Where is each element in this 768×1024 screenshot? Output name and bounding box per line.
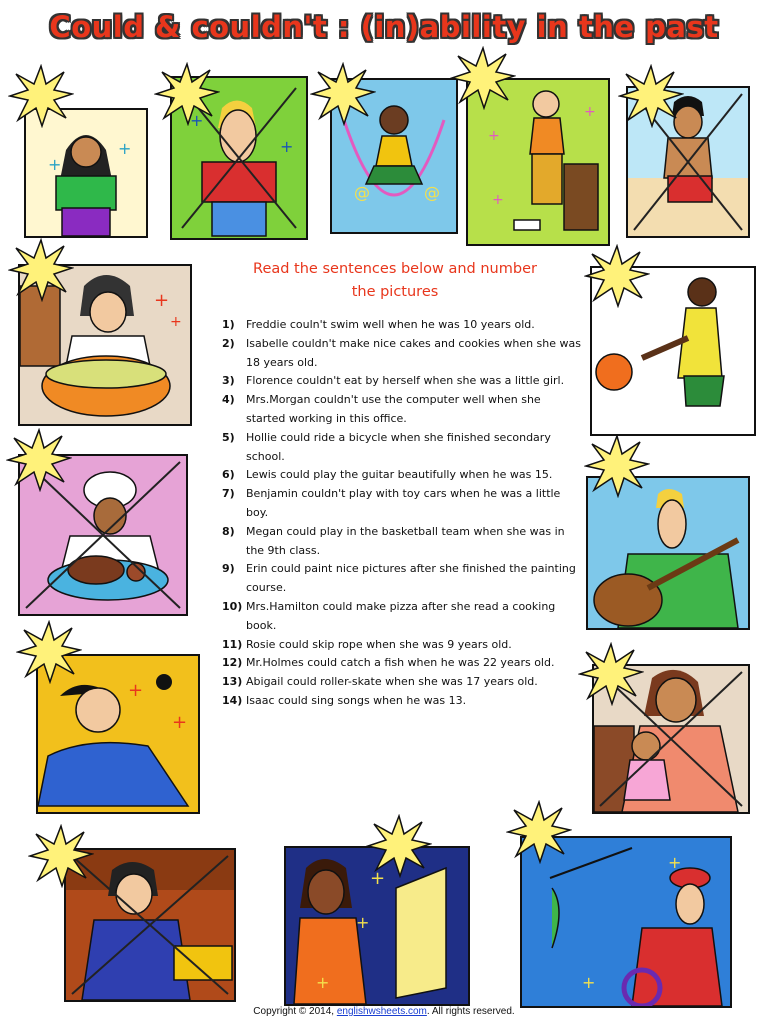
svg-text:+: + bbox=[370, 868, 386, 889]
svg-text:+: + bbox=[584, 104, 596, 120]
list-item: 4) Mrs.Morgan couldn't use the computer well when she started working in this office. bbox=[222, 393, 541, 425]
list-item: 13) Abigail could roller-skate when she was 17 years old. bbox=[222, 675, 538, 689]
worksheet-title: Could & couldn't : (in)ability in the past bbox=[49, 10, 719, 44]
svg-text:+: + bbox=[48, 155, 62, 174]
list-item: 2) Isabelle couldn't make nice cakes and cookies when she was 18 years old. bbox=[222, 336, 581, 369]
list-item: 3) Florence couldn't eat by herself when she was a little girl. bbox=[222, 374, 565, 388]
svg-text:@: @ bbox=[424, 183, 440, 202]
site-link[interactable]: englishwsheets.com bbox=[336, 1006, 427, 1017]
sentence-list bbox=[222, 316, 582, 711]
svg-text:+: + bbox=[170, 314, 182, 330]
number-burst-icon bbox=[618, 64, 684, 128]
instructions-line-2: the pictures bbox=[351, 284, 439, 300]
number-burst-icon bbox=[584, 434, 650, 498]
svg-text:+: + bbox=[280, 137, 294, 156]
list-item: 1) Freddie couln't swim well when he was 10 years old. bbox=[222, 318, 535, 331]
list-item: 14) Isaac could sing songs when he was 13. bbox=[222, 693, 467, 707]
svg-text:+: + bbox=[154, 290, 170, 311]
list-item: 12) Mr.Holmes could catch a fish when he was 22 years old. bbox=[222, 656, 555, 670]
picture-boy-playing-guitar bbox=[586, 476, 750, 630]
list-item: 7) Benjamin couldn't play with toy cars when he was a little boy. bbox=[222, 487, 561, 519]
girl-bicycle-illustration bbox=[26, 110, 146, 236]
number-burst-icon bbox=[16, 620, 82, 684]
number-burst-icon bbox=[578, 642, 644, 706]
svg-text:+: + bbox=[316, 973, 330, 992]
number-burst-icon bbox=[450, 46, 516, 110]
list-item: 11) Rosie could skip rope when she was 9 years old. bbox=[222, 637, 512, 651]
svg-text:+: + bbox=[668, 853, 682, 872]
svg-text:+: + bbox=[488, 128, 500, 144]
instructions-line-1: Read the sentences below and number bbox=[253, 261, 537, 277]
list-item: 10) Mrs.Hamilton could make pizza after she read a cooking book. bbox=[222, 599, 556, 632]
number-burst-icon bbox=[584, 244, 650, 308]
number-burst-icon bbox=[366, 814, 432, 878]
list-item: 6) Lewis could play the guitar beautifully when he was 15. bbox=[222, 468, 553, 482]
svg-text:+: + bbox=[118, 139, 132, 158]
svg-text:@: @ bbox=[354, 183, 370, 202]
number-burst-icon bbox=[28, 824, 94, 888]
svg-text:+: + bbox=[172, 712, 188, 733]
list-item: 9) Erin could paint nice pictures after she finished the painting course. bbox=[222, 562, 576, 595]
number-burst-icon bbox=[506, 800, 572, 864]
copyright-footer: Copyright © 2014, englishwsheets.com. All rights reserved. bbox=[253, 1006, 515, 1017]
svg-text:+: + bbox=[356, 913, 370, 932]
svg-text:+: + bbox=[190, 111, 204, 130]
number-burst-icon bbox=[6, 428, 72, 492]
svg-text:+: + bbox=[128, 680, 144, 701]
boy-playing-guitar-illustration bbox=[588, 478, 748, 628]
number-burst-icon bbox=[8, 64, 74, 128]
svg-text:+: + bbox=[582, 973, 596, 992]
number-burst-icon bbox=[310, 62, 376, 126]
number-burst-icon bbox=[154, 62, 220, 126]
svg-text:+: + bbox=[492, 192, 504, 208]
number-burst-icon bbox=[8, 238, 74, 302]
list-item: 5) Hollie could ride a bicycle when she finished secondary school. bbox=[222, 430, 551, 463]
list-item: 8) Megan could play in the basketball team when she was in the 9th class. bbox=[222, 524, 565, 557]
